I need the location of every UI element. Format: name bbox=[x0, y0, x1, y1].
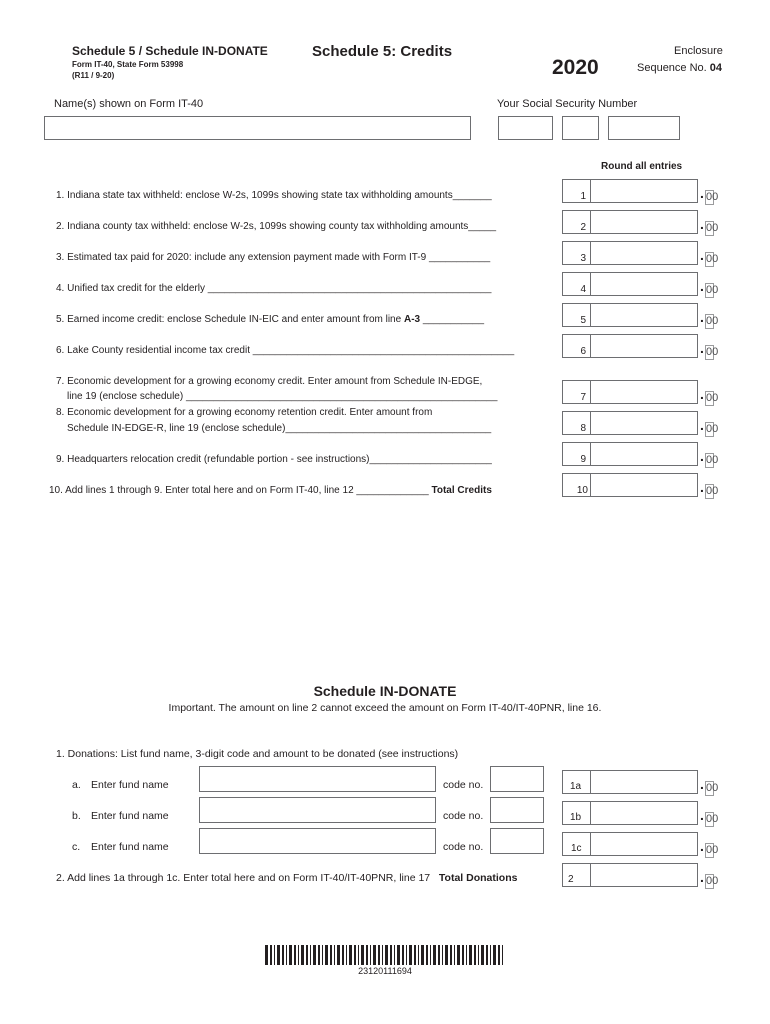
decimal-point: . bbox=[700, 386, 704, 402]
code-input[interactable] bbox=[490, 828, 544, 854]
barcode-bar bbox=[378, 945, 380, 965]
cents-value: 00 bbox=[706, 813, 719, 825]
line-number: 1b bbox=[570, 812, 582, 823]
barcode-bar bbox=[442, 945, 443, 965]
credit-text-b: ___________ bbox=[420, 314, 485, 325]
decimal-point: . bbox=[700, 807, 704, 823]
cents bbox=[704, 389, 719, 406]
barcode-bar bbox=[346, 945, 347, 965]
barcode-bar bbox=[382, 945, 383, 965]
amount-field[interactable] bbox=[590, 272, 698, 296]
barcode-bar bbox=[301, 945, 304, 965]
row-letter: a. bbox=[72, 779, 81, 791]
line-number: 2 bbox=[568, 874, 574, 885]
decimal-point: . bbox=[700, 869, 704, 885]
barcode-bar bbox=[306, 945, 308, 965]
row-letter: c. bbox=[72, 841, 81, 853]
barcode-bar bbox=[409, 945, 412, 965]
code-label: code no. bbox=[443, 841, 484, 853]
cents-value: 00 bbox=[706, 392, 719, 404]
decimal-point: . bbox=[700, 448, 704, 464]
total-credits-label: Total Credits bbox=[431, 485, 492, 496]
form-id-line bbox=[72, 60, 183, 69]
barcode-bar bbox=[349, 945, 352, 965]
amount-field[interactable] bbox=[590, 241, 698, 265]
cents bbox=[704, 872, 719, 889]
cents-value: 00 bbox=[706, 191, 719, 203]
cents-value: 00 bbox=[706, 782, 719, 794]
total-donations-field[interactable] bbox=[590, 863, 698, 887]
line-num-frame bbox=[562, 863, 590, 887]
barcode-bar bbox=[370, 945, 371, 965]
barcode-number: 23120111694 bbox=[358, 966, 412, 976]
fund-name-input[interactable] bbox=[199, 828, 436, 854]
credit-text-a: 5. Earned income credit: enclose Schedule IN-EIC and enter amount from line bbox=[56, 314, 404, 325]
credit-line-text: 3. Estimated tax paid for 2020: include any extension payment made with Form IT-9 ___________ bbox=[56, 252, 491, 263]
barcode-bar bbox=[286, 945, 287, 965]
barcode-bar bbox=[421, 945, 424, 965]
cents bbox=[704, 219, 719, 236]
credit-line-text-2: Schedule IN-EDGE-R, line 19 (enclose schedule)_____________________________________ bbox=[67, 423, 492, 434]
line-number: 4 bbox=[580, 284, 586, 295]
cents bbox=[704, 810, 719, 827]
credit-line-text: 2. Indiana county tax withheld: enclose W-2s, 1099s showing county tax withholding amounts_____ bbox=[56, 221, 497, 232]
decimal-point: . bbox=[700, 838, 704, 854]
donation-amount-field[interactable] bbox=[590, 801, 698, 825]
decimal-point: . bbox=[700, 417, 704, 433]
credit-line-text: 9. Headquarters relocation credit (refundable portion - see instructions)______________________ bbox=[56, 454, 492, 465]
code-input[interactable] bbox=[490, 797, 544, 823]
barcode-bar bbox=[313, 945, 316, 965]
line-number: 6 bbox=[580, 346, 586, 357]
barcode-bar bbox=[354, 945, 356, 965]
donate-title: Schedule IN-DONATE bbox=[313, 683, 457, 699]
amount-field[interactable] bbox=[590, 210, 698, 234]
barcode-bar bbox=[486, 945, 488, 965]
line-number: 7 bbox=[580, 392, 586, 403]
barcode-bar bbox=[373, 945, 376, 965]
cents-value: 00 bbox=[706, 485, 719, 497]
barcode-bar bbox=[490, 945, 491, 965]
barcode-bar bbox=[337, 945, 340, 965]
barcode-bar bbox=[445, 945, 448, 965]
ssn-field-part1[interactable] bbox=[498, 116, 553, 140]
total-credits-field[interactable] bbox=[590, 473, 698, 497]
cents-value: 00 bbox=[706, 875, 719, 887]
amount-field[interactable] bbox=[590, 334, 698, 358]
line-number: 8 bbox=[580, 423, 586, 434]
credit-line-text: 7. Economic development for a growing economy credit. Enter amount from Schedule IN-EDGE, bbox=[56, 376, 483, 387]
barcode-bar bbox=[366, 945, 368, 965]
barcode-bar bbox=[358, 945, 359, 965]
barcode-bar bbox=[462, 945, 464, 965]
barcode-bar bbox=[502, 945, 503, 965]
barcode-bar bbox=[282, 945, 284, 965]
code-label: code no. bbox=[443, 810, 484, 822]
decimal-point: . bbox=[700, 479, 704, 495]
decimal-point: . bbox=[700, 216, 704, 232]
barcode-bar bbox=[318, 945, 320, 965]
total-donations-label: Total Donations bbox=[438, 872, 518, 884]
barcode-bar bbox=[274, 945, 275, 965]
barcode-bar bbox=[294, 945, 296, 965]
donation-amount-field[interactable] bbox=[590, 770, 698, 794]
credit-text-bold: A-3 bbox=[403, 314, 421, 325]
sequence-line bbox=[637, 62, 722, 74]
row-letter: b. bbox=[72, 810, 81, 822]
credit-line-text: 6. Lake County residential income tax credit _______________________________________________ bbox=[56, 345, 515, 356]
code-input[interactable] bbox=[490, 766, 544, 792]
cents-value: 00 bbox=[706, 844, 719, 856]
barcode-bar bbox=[450, 945, 452, 965]
cents bbox=[704, 482, 719, 499]
round-note: Round all entries bbox=[601, 161, 683, 172]
decimal-point: . bbox=[700, 776, 704, 792]
cents bbox=[704, 420, 719, 437]
code-label: code no. bbox=[443, 779, 484, 791]
barcode-bar bbox=[322, 945, 323, 965]
decimal-point: . bbox=[700, 340, 704, 356]
sequence-label: Sequence No. bbox=[637, 62, 707, 74]
state-form: State Form 53998 bbox=[116, 60, 184, 69]
cents bbox=[704, 343, 719, 360]
cents bbox=[704, 250, 719, 267]
fund-name-label: Enter fund name bbox=[91, 810, 169, 822]
barcode-bar bbox=[481, 945, 484, 965]
cents-value: 00 bbox=[706, 423, 719, 435]
barcode-bar bbox=[478, 945, 479, 965]
ssn-field-part3[interactable] bbox=[608, 116, 680, 140]
amount-field[interactable] bbox=[590, 179, 698, 203]
cents-value: 00 bbox=[706, 346, 719, 358]
line2-text: 2. Add lines 1a through 1c. Enter total here and on Form IT-40/IT-40PNR, line 17 bbox=[56, 872, 431, 884]
line-number: 10 bbox=[576, 485, 588, 496]
donate-important: Important. The amount on line 2 cannot exceed the amount on Form IT-40/IT-40PNR, line 16. bbox=[168, 702, 602, 714]
enclosure-label: Enclosure bbox=[674, 45, 723, 57]
cents-value: 00 bbox=[706, 253, 719, 265]
credit-line-text bbox=[56, 314, 484, 325]
page-title: Schedule 5: Credits bbox=[312, 43, 453, 60]
donation-amount-field[interactable] bbox=[590, 832, 698, 856]
barcode-bar bbox=[298, 945, 299, 965]
barcode-bar bbox=[406, 945, 407, 965]
schedule-title: Schedule 5 / Schedule IN-DONATE bbox=[72, 44, 268, 58]
line-number: 2 bbox=[580, 222, 586, 233]
line-number: 1c bbox=[571, 843, 582, 854]
barcode-bar bbox=[325, 945, 328, 965]
line-number: 1a bbox=[570, 781, 582, 792]
barcode-bar bbox=[438, 945, 440, 965]
credit-line-text: 8. Economic development for a growing economy retention credit. Enter amount from bbox=[56, 407, 433, 418]
barcode-bar bbox=[469, 945, 472, 965]
fund-name-label: Enter fund name bbox=[91, 779, 169, 791]
credit-line-text-2: line 19 (enclose schedule) ________________________________________________________ bbox=[67, 391, 498, 402]
barcode-bar bbox=[426, 945, 428, 965]
barcode-bar bbox=[394, 945, 395, 965]
cents-value: 00 bbox=[706, 284, 719, 296]
cents bbox=[704, 188, 719, 205]
cents bbox=[704, 779, 719, 796]
decimal-point: . bbox=[700, 185, 704, 201]
revision: (R11 / 9-20) bbox=[72, 71, 115, 80]
barcode-bar bbox=[402, 945, 404, 965]
barcode-bar bbox=[466, 945, 467, 965]
sequence-no: 04 bbox=[709, 62, 723, 74]
decimal-point: . bbox=[700, 278, 704, 294]
barcode-bar bbox=[265, 945, 268, 965]
barcode-bar bbox=[289, 945, 292, 965]
total-donations-text bbox=[56, 872, 517, 884]
line-number: 1 bbox=[580, 191, 586, 202]
names-field[interactable] bbox=[44, 116, 471, 140]
barcode-bar bbox=[270, 945, 272, 965]
amount-field[interactable] bbox=[590, 442, 698, 466]
cents bbox=[704, 312, 719, 329]
amount-field[interactable] bbox=[590, 303, 698, 327]
credit-line-text bbox=[49, 485, 492, 496]
barcode-bar bbox=[474, 945, 476, 965]
ssn-label: Your Social Security Number bbox=[497, 98, 638, 110]
cents-value: 00 bbox=[706, 222, 719, 234]
line-number: 5 bbox=[580, 315, 586, 326]
cents-value: 00 bbox=[706, 315, 719, 327]
barcode-bar bbox=[498, 945, 500, 965]
amount-field[interactable] bbox=[590, 380, 698, 404]
barcode-bar bbox=[493, 945, 496, 965]
barcode-bar bbox=[418, 945, 419, 965]
ssn-field-part2[interactable] bbox=[562, 116, 599, 140]
barcode-bar bbox=[342, 945, 344, 965]
barcode-bar bbox=[454, 945, 455, 965]
amount-field[interactable] bbox=[590, 411, 698, 435]
barcode-bar bbox=[334, 945, 335, 965]
fund-name-label: Enter fund name bbox=[91, 841, 169, 853]
cents bbox=[704, 451, 719, 468]
credit-line-text: 1. Indiana state tax withheld: enclose W-2s, 1099s showing state tax withholding amounts_______ bbox=[56, 190, 492, 201]
credit-text: 10. Add lines 1 through 9. Enter total here and on Form IT-40, line 12 _____________ bbox=[49, 485, 429, 496]
cents-value: 00 bbox=[706, 454, 719, 466]
barcode-bar bbox=[433, 945, 436, 965]
barcode-bar bbox=[430, 945, 431, 965]
fund-name-input[interactable] bbox=[199, 797, 436, 823]
form-id: Form IT-40, bbox=[72, 60, 115, 69]
barcode-bar bbox=[310, 945, 311, 965]
barcode-bar bbox=[457, 945, 460, 965]
barcode-bar bbox=[385, 945, 388, 965]
decimal-point: . bbox=[700, 247, 704, 263]
tax-year: 2020 bbox=[552, 56, 599, 79]
barcode-bar bbox=[361, 945, 364, 965]
barcode-bar bbox=[390, 945, 392, 965]
barcode-bar bbox=[277, 945, 280, 965]
barcode-bar bbox=[414, 945, 416, 965]
credit-line-text: 4. Unified tax credit for the elderly ___________________________________________________ bbox=[56, 283, 492, 294]
fund-name-input[interactable] bbox=[199, 766, 436, 792]
cents bbox=[704, 841, 719, 858]
donations-line-1: 1. Donations: List fund name, 3-digit code and amount to be donated (see instructions) bbox=[56, 748, 459, 760]
barcode-bar bbox=[330, 945, 332, 965]
decimal-point: . bbox=[700, 309, 704, 325]
barcode bbox=[265, 945, 505, 965]
barcode-bar bbox=[397, 945, 400, 965]
names-label: Name(s) shown on Form IT-40 bbox=[54, 98, 204, 110]
cents bbox=[704, 281, 719, 298]
line-number: 9 bbox=[580, 454, 586, 465]
line-number: 3 bbox=[580, 253, 586, 264]
